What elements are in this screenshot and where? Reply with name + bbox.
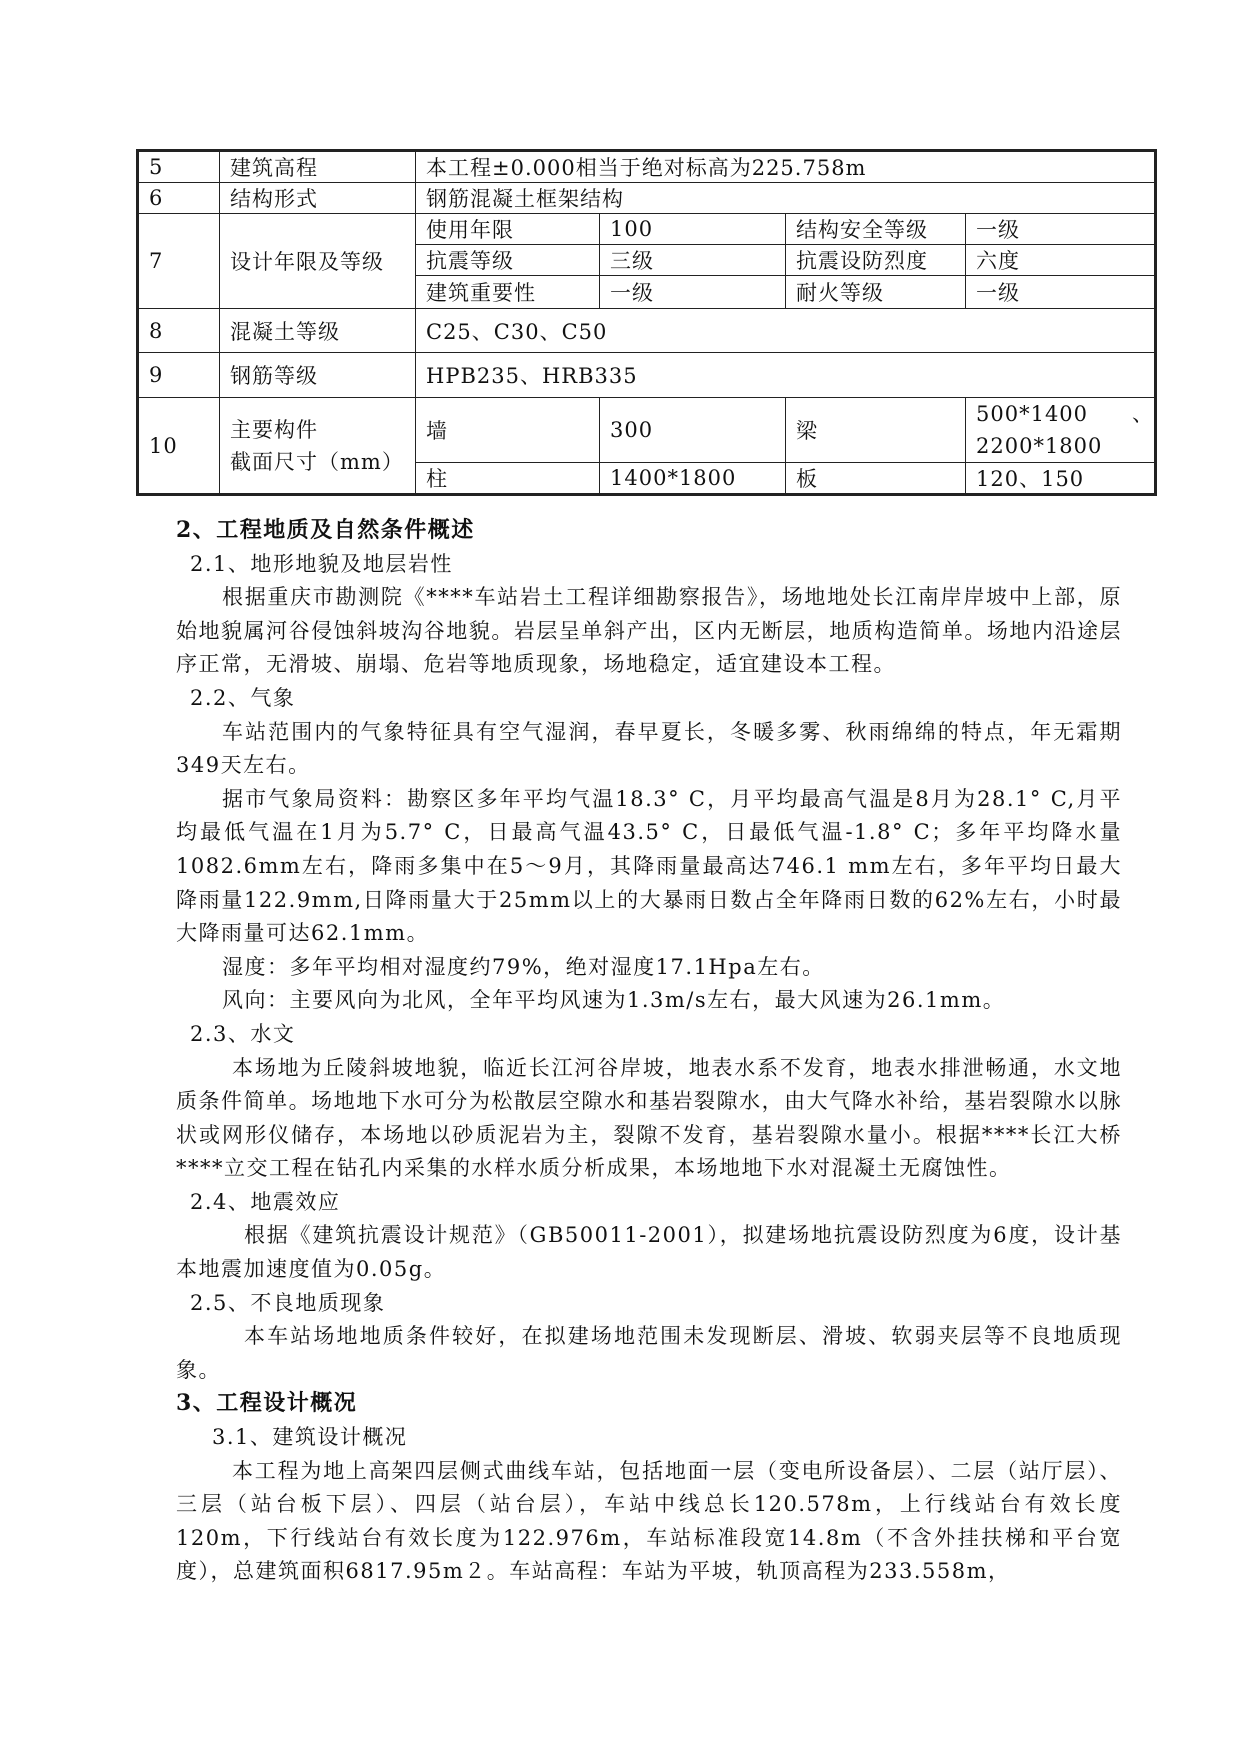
cell-value: 一级	[966, 276, 1156, 309]
row-value: C25、C30、C50	[416, 309, 1156, 353]
subsection-heading: 2.5、不良地质现象	[190, 1290, 386, 1315]
row-value: 钢筋混凝土框架结构	[416, 183, 1156, 214]
cell-value: 300	[600, 398, 786, 463]
cell-value: 100	[600, 214, 786, 245]
row-item	[220, 398, 416, 495]
paragraph: 本场地为丘陵斜坡地貌，临近长江河谷岸坡，地表水系不发育，地表水排泄畅通，水文地质条件简单。场地地下水可分为松散层空隙水和基岩裂隙水，由大气降水补给，基岩裂隙水以脉状或网形仪储存，本场地以砂质泥岩为主，裂隙不发育，基岩裂隙水量小。根据****长江大桥****立交工程在钻孔内采集的水样水质分析成果，本场地地下水对混凝土无腐蚀性。	[176, 1055, 1122, 1181]
row-number: 7	[138, 214, 220, 309]
subsection-heading: 2.1、地形地貌及地层岩性	[190, 551, 453, 576]
subsection-heading: 2.4、地震效应	[190, 1189, 341, 1214]
paragraph: 根据《建筑抗震设计规范》（GB50011-2001），拟建场地抗震设防烈度为6度，设计基本地震加速度值为0.05g。	[176, 1223, 1122, 1282]
document-body	[176, 514, 1122, 1589]
table-row	[138, 214, 1156, 245]
row-number: 10	[138, 398, 220, 495]
cell-label: 抗震等级	[416, 245, 600, 276]
row-number: 8	[138, 309, 220, 353]
row-item: 设计年限及等级	[220, 214, 416, 309]
cell-label: 柱	[416, 463, 600, 495]
cell-label: 耐火等级	[786, 276, 966, 309]
cell-value: 六度	[966, 245, 1156, 276]
row-item: 钢筋等级	[220, 353, 416, 398]
table-row	[138, 353, 1156, 398]
paragraph: 据市气象局资料：勘察区多年平均气温18.3° C，月平均最高气温是8月为28.1° C,月平均最低气温在1月为5.7° C，日最高气温43.5° C，日最低气温-1.8° C；多年平均降水量1082.6mm左右，降雨多集中在5～9月，其降雨量最高达746.1 mm左右，多年平均日最大降雨量122.9mm,日降雨量大于25mm以上的大暴雨日数占全年降雨日数的62%左右，小时最大降雨量可达62.1mm。	[176, 786, 1122, 946]
paragraph: 湿度：多年平均相对湿度约79%，绝对湿度17.1Hpa左右。	[222, 954, 825, 979]
paragraph: 本车站场地地质条件较好，在拟建场地范围未发现断层、滑坡、软弱夹层等不良地质现象。	[176, 1324, 1122, 1382]
paragraph: 风向：主要风向为北风，全年平均风速为1.3m/s左右，最大风速为26.1mm。	[222, 988, 1006, 1013]
row-number: 6	[138, 183, 220, 214]
cell-label: 建筑重要性	[416, 276, 600, 309]
cell-value: 1400*1800	[600, 463, 786, 495]
row-number: 9	[138, 353, 220, 398]
cell-label: 墙	[416, 398, 600, 463]
cell-value: 一级	[600, 276, 786, 309]
cell-value: 120、150	[966, 463, 1156, 495]
cell-label: 抗震设防烈度	[786, 245, 966, 276]
cell-value: 三级	[600, 245, 786, 276]
subsection-heading: 3.1、建筑设计概况	[212, 1425, 408, 1450]
table-row	[138, 398, 1156, 463]
project-spec-table	[136, 149, 1157, 496]
table-row	[138, 309, 1156, 353]
row-item-line: 截面尺寸（mm）	[230, 449, 404, 474]
paragraph: 本工程为地上高架四层侧式曲线车站，包括地面一层（变电所设备层）、二层（站厅层）、三层（站台板下层）、四层（站台层），车站中线总长120.578m，上行线站台有效长度120m，下行线站台有效长度为122.976m，车站标准段宽14.8m（不含外挂扶梯和平台宽度），总建筑面积6817.95m２。车站高程：车站为平坡，轨顶高程为233.558m，	[176, 1458, 1122, 1584]
cell-label: 结构安全等级	[786, 214, 966, 245]
row-item-line: 主要构件	[230, 417, 318, 442]
cell-label: 使用年限	[416, 214, 600, 245]
section-heading: 2、工程地质及自然条件概述	[176, 517, 475, 543]
cell-value: 一级	[966, 214, 1156, 245]
row-item: 混凝土等级	[220, 309, 416, 353]
row-value: HPB235、HRB335	[416, 353, 1156, 398]
paragraph: 根据重庆市勘测院《****车站岩土工程详细勘察报告》，场地地处长江南岸岸坡中上部，原始地貌属河谷侵蚀斜坡沟谷地貌。岩层呈单斜产出，区内无断层，地质构造简单。场地内沿途层序正常，无滑坡、崩塌、危岩等地质现象，场地稳定，适宜建设本工程。	[176, 585, 1122, 677]
row-number: 5	[138, 151, 220, 183]
cell-label: 梁	[786, 398, 966, 463]
row-value: 本工程±0.000相当于绝对标高为225.758m	[416, 151, 1156, 183]
cell-value: 500*1400 、2200*1800	[966, 398, 1156, 463]
row-item: 结构形式	[220, 183, 416, 214]
subsection-heading: 2.3、水文	[190, 1021, 296, 1046]
cell-label: 板	[786, 463, 966, 495]
section-heading: 3、工程设计概况	[176, 1390, 358, 1417]
table-row	[138, 151, 1156, 183]
row-item: 建筑高程	[220, 151, 416, 183]
table-row	[138, 183, 1156, 214]
subsection-heading: 2.2、气象	[190, 685, 296, 710]
paragraph: 车站范围内的气象特征具有空气湿润，春早夏长，冬暖多雾、秋雨绵绵的特点，年无霜期349天左右。	[176, 719, 1122, 778]
